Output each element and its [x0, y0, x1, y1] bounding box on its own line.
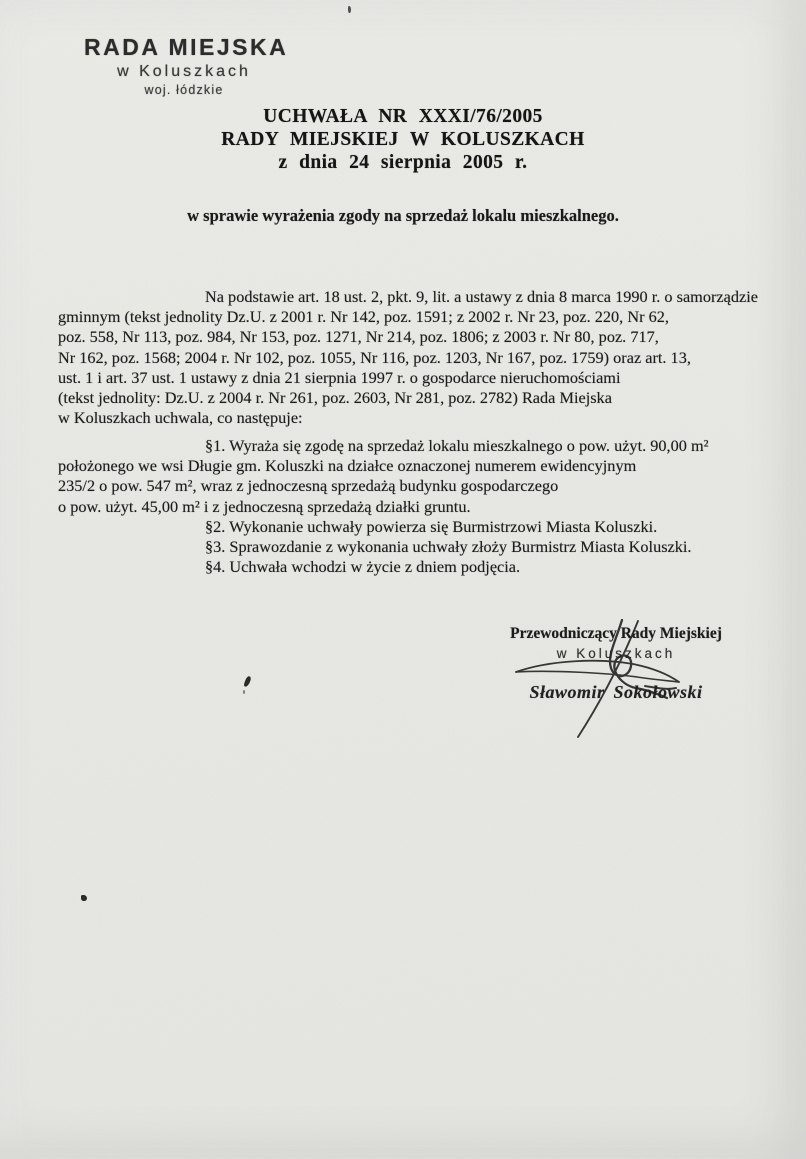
paragraph-1-line: 235/2 o pow. 547 m², wraz z jednoczesną sprzedażą budynku gospodarczego — [58, 476, 559, 496]
resolution-number: UCHWAŁA NR XXXI/76/2005 — [263, 106, 543, 127]
signatory-role-city: w Koluszkach — [556, 646, 676, 661]
paragraph-3: §3. Sprawozdanie z wykonania uchwały złoży Burmistrz Miasta Koluszki. — [205, 537, 692, 557]
ink-speck — [243, 690, 245, 694]
legal-basis-paragraph — [58, 287, 758, 428]
paragraph-1-line: o pow. użyt. 45,00 m² i z jednoczesną sprzedażą działki gruntu. — [58, 496, 471, 516]
legal-basis-line: (tekst jednolity: Dz.U. z 2004 r. Nr 261, poz. 2603, Nr 281, poz. 2782) Rada Miejska — [58, 388, 612, 408]
legal-basis-line: Nr 162, poz. 1568; 2004 r. Nr 102, poz. 1055, Nr 116, poz. 1203, Nr 167, poz. 1759) oraz art. 13, — [58, 347, 691, 367]
resolution-subject: w sprawie wyrażenia zgody na sprzedaż lokalu mieszkalnego. — [187, 206, 619, 225]
paragraph-1-line: §1. Wyraża się zgodę na sprzedaż lokalu mieszkalnego o pow. użyt. 90,00 m² — [205, 436, 709, 455]
resolution-date: z dnia 24 sierpnia 2005 r. — [278, 152, 528, 173]
ink-speck — [243, 675, 251, 687]
stamp-org-name: RADA MIEJSKA — [84, 34, 289, 60]
legal-basis-line: gminnym (tekst jednolity Dz.U. z 2001 r. Nr 142, poz. 1591; z 2002 r. Nr 23, poz. 220, Nr 62, — [58, 307, 669, 327]
legal-basis-line: ust. 1 i art. 37 ust. 1 ustawy z dnia 21 sierpnia 1997 r. o gospodarce nieruchomościami — [58, 367, 621, 387]
signature-block — [498, 625, 734, 703]
paragraph-4: §4. Uchwała wchodzi w życie z dniem podjęcia. — [205, 557, 521, 577]
ink-speck — [81, 895, 87, 901]
header-stamp — [84, 34, 289, 97]
signatory-role: Przewodniczący Rady Miejskiej — [510, 625, 722, 642]
legal-basis-line: poz. 558, Nr 113, poz. 984, Nr 153, poz. 1271, Nr 214, poz. 1806; z 2003 r. Nr 80, poz. 717, — [58, 327, 659, 347]
legal-basis-line: Na podstawie art. 18 ust. 2, pkt. 9, lit. a ustawy z dnia 8 marca 1990 r. o samorządzie — [205, 287, 758, 306]
stamp-city: w Koluszkach — [117, 63, 251, 80]
resolution-issuer: RADY MIEJSKIEJ W KOLUSZKACH — [221, 129, 585, 150]
signatory-name: Sławomir Sokołowski — [529, 682, 703, 702]
resolution-title — [0, 105, 806, 174]
stamp-region: woj. łódzkie — [144, 83, 224, 97]
paragraph-2: §2. Wykonanie uchwały powierza się Burmistrzowi Miasta Koluszki. — [205, 516, 658, 536]
paragraph-1-line: położonego we wsi Długie gm. Koluszki na działce oznaczonej numerem ewidencyjnym — [58, 456, 637, 476]
resolution-paragraphs — [58, 436, 758, 577]
legal-basis-line: w Koluszkach uchwala, co następuje: — [58, 408, 303, 428]
ink-speck — [348, 6, 351, 13]
